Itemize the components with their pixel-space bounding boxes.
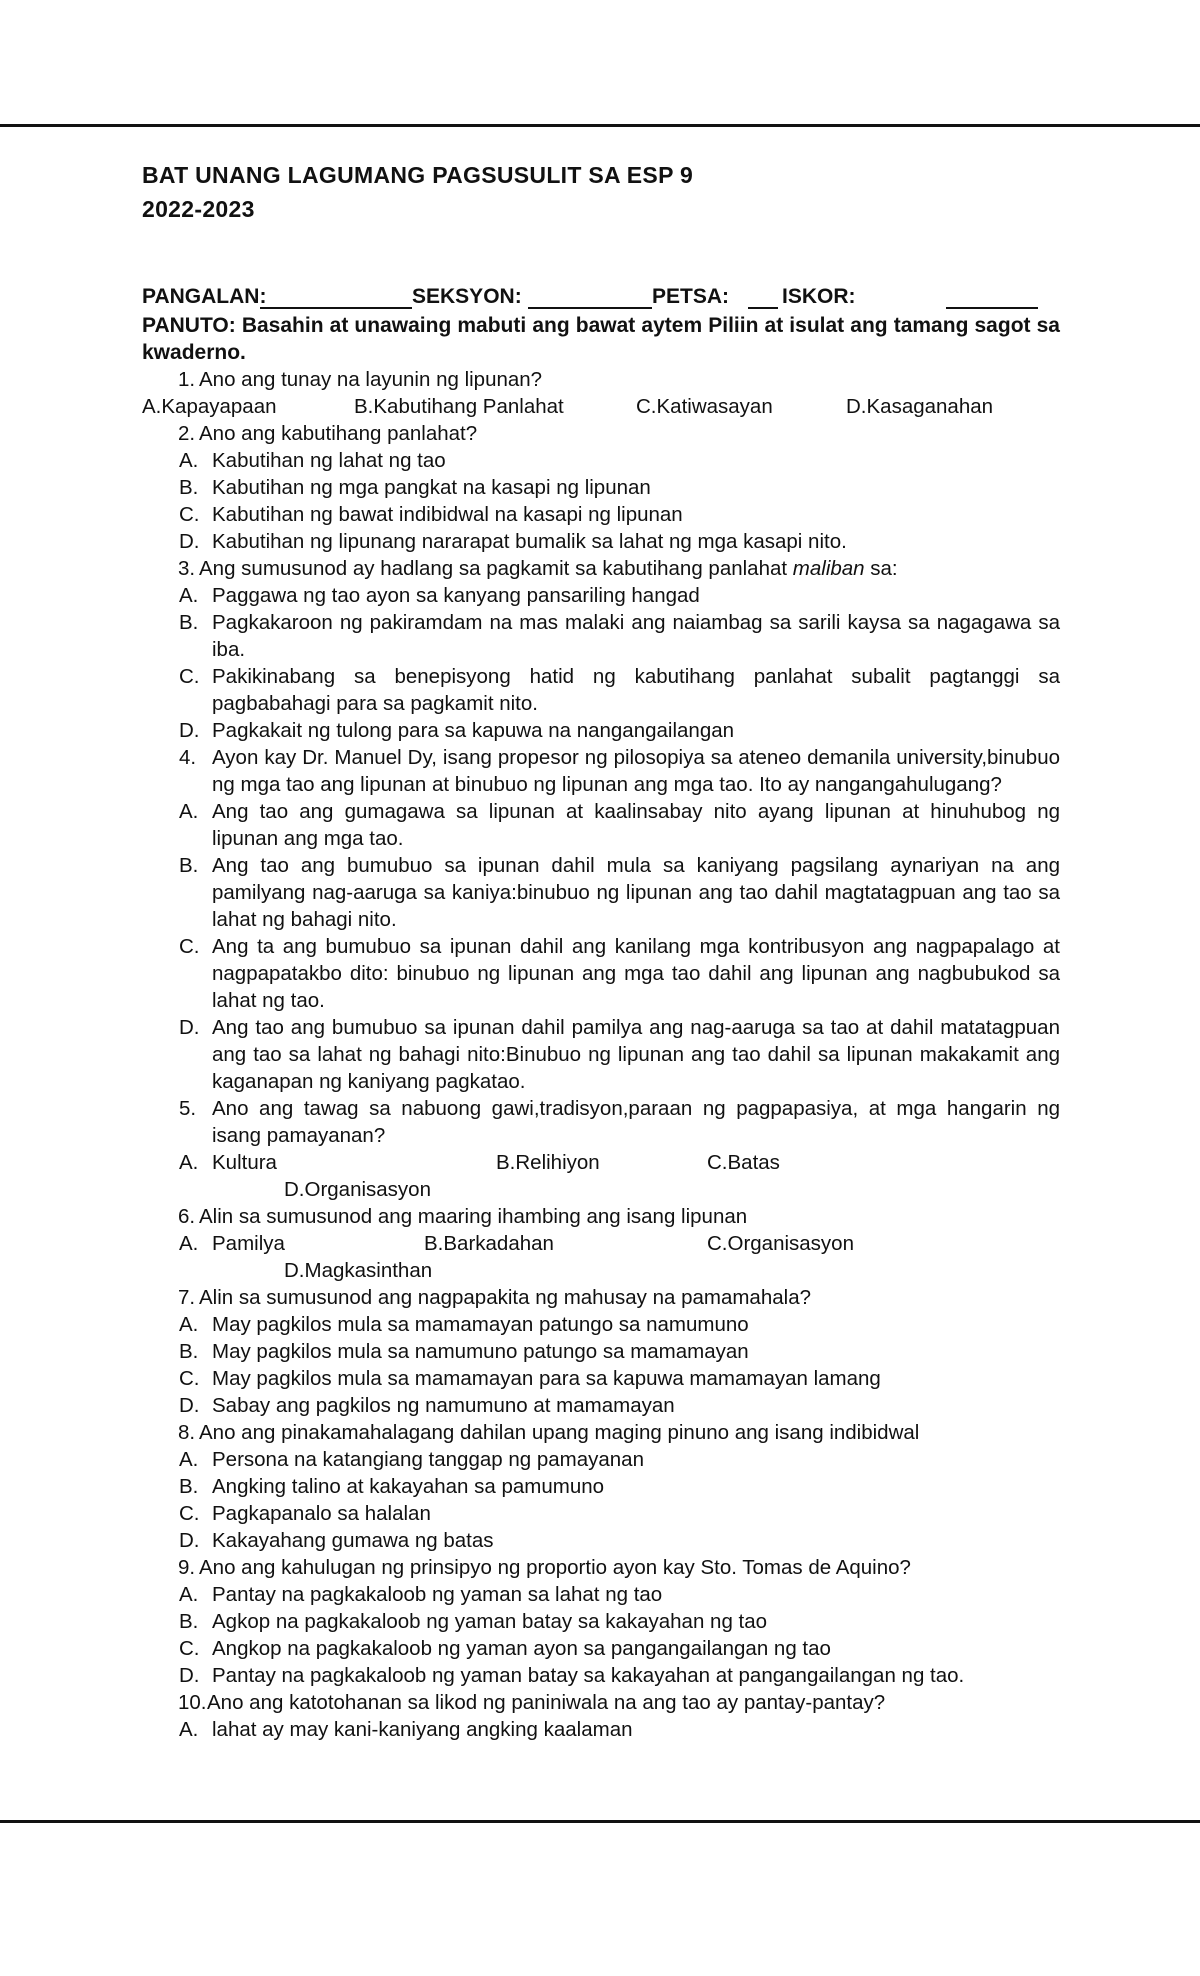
question-8 (142, 1419, 1060, 1446)
option (142, 1311, 1060, 1338)
question-text: Ang sumusunod ay hadlang sa pagkamit sa kabutihang panlahat maliban sa: (199, 557, 898, 580)
option-letter: A. (179, 1313, 199, 1336)
option (142, 1365, 1060, 1392)
option-text: Kabutihan ng mga pangkat na kasapi ng lipunan (212, 476, 651, 499)
score-label: ISKOR: (782, 285, 856, 308)
option (142, 1581, 1060, 1608)
section-label: SEKSYON: (412, 285, 522, 308)
question-number: 8. (178, 1421, 196, 1444)
option-text: Agkop na pagkakaloob ng yaman batay sa kakayahan ng tao (212, 1610, 768, 1633)
option-letter: B. (179, 1475, 199, 1498)
question-number: 10. (178, 1691, 207, 1714)
option-text: Angkop na pagkakaloob ng yaman ayon sa pangangailangan ng tao (212, 1637, 831, 1660)
question-number: 9. (178, 1556, 196, 1579)
option-letter: B. (179, 476, 199, 499)
instructions: PANUTO: Basahin at unawaing mabuti ang bawat aytem Piliin at isulat ang tamang sagot sa kwaderno. (142, 314, 1060, 364)
option-text: May pagkilos mula sa mamamayan para sa kapuwa mamamayan lamang (212, 1367, 881, 1390)
option-text: Paggawa ng tao ayon sa kanyang pansariling hangad (212, 584, 700, 607)
option (142, 1716, 1060, 1743)
option-a: Pamilya (212, 1232, 285, 1255)
options-row (142, 393, 1060, 420)
question-1 (142, 366, 1060, 393)
option-text: Ang tao ang bumubuo sa ipunan dahil mula sa kaniyang pagsilang aynariyan na ang pamilyang nag-aaruga sa kaniya:binubuo ng lipunan ang tao dahil magtatagpuan ang tao sa lahat ng bahagi nito. (212, 854, 1060, 931)
option (142, 1338, 1060, 1365)
question-text: Ayon kay Dr. Manuel Dy, isang propesor ng pilosopiya sa ateneo demanila university,binubuo ng mga tao ang lipunan at binubuo ng lipunan ang mga tao. Ito ay nangangahulugang? (212, 746, 1060, 796)
option-letter: A. (179, 1448, 199, 1471)
option (142, 474, 1060, 501)
option-letter: C. (179, 935, 200, 958)
option (142, 1662, 1060, 1689)
name-label: PANGALAN: (142, 285, 267, 308)
option (142, 933, 1060, 1014)
option-text: Pantay na pagkakaloob ng yaman batay sa kakayahan at pangangailangan ng tao. (212, 1664, 965, 1687)
question-6 (142, 1203, 1060, 1230)
option (142, 1473, 1060, 1500)
option-letter: D. (179, 1529, 200, 1552)
option (142, 798, 1060, 852)
option (142, 1500, 1060, 1527)
option-a: A.Kapayapaan (142, 395, 277, 418)
option-letter: C. (179, 1502, 200, 1525)
option (142, 501, 1060, 528)
option (142, 447, 1060, 474)
bottom-rule (0, 1820, 1200, 1823)
option-letter: A. (179, 800, 199, 823)
question-text: Ano ang pinakamahalagang dahilan upang maging pinuno ang isang indibidwal (199, 1421, 920, 1444)
option-text: Pagkakaroon ng pakiramdam na mas malaki ang naiambag sa sarili kaysa sa nagagawa sa iba. (212, 611, 1060, 661)
date-label: PETSA: (652, 285, 730, 308)
option-letter: C. (179, 1367, 200, 1390)
option-letter: A. (179, 1583, 199, 1606)
date-blank[interactable] (748, 285, 778, 309)
question-10 (142, 1689, 1060, 1716)
option-text: Ang ta ang bumubuo sa ipunan dahil ang kanilang mga kontribusyon ang nagpapalago at nagpapatakbo dito: binubuo ng lipunan ang mga tao dahil ang lipunan ang nagbubukod sa lahat ng tao. (212, 935, 1060, 1012)
option-d: D.Magkasinthan (284, 1259, 433, 1282)
option-a: Kultura (212, 1151, 277, 1174)
option-c: C.Batas (707, 1151, 780, 1174)
option-a-letter: A. (179, 1151, 199, 1174)
option-c: C.Katiwasayan (636, 395, 773, 418)
question-text: Alin sa sumusunod ang nagpapakita ng mahusay na pamamahala? (199, 1286, 811, 1309)
option (142, 717, 1060, 744)
option-letter: B. (179, 1340, 199, 1363)
question-4 (142, 744, 1060, 798)
option-letter: D. (179, 1394, 200, 1417)
option-letter: C. (179, 1637, 200, 1660)
option-letter: A. (179, 449, 199, 472)
top-rule (0, 124, 1200, 127)
school-year: 2022-2023 (142, 196, 255, 222)
question-text: Alin sa sumusunod ang maaring ihambing ang isang lipunan (199, 1205, 748, 1228)
option-d: D.Kasaganahan (846, 395, 994, 418)
option-letter: C. (179, 503, 200, 526)
question-3 (142, 555, 1060, 582)
option-c: C.Organisasyon (707, 1232, 854, 1255)
option-text: Angking talino at kakayahan sa pamumuno (212, 1475, 605, 1498)
option-text: Pagkapanalo sa halalan (212, 1502, 431, 1525)
option-text: May pagkilos mula sa namumuno patungo sa mamamayan (212, 1340, 749, 1363)
question-number: 4. (179, 746, 197, 769)
option-text: lahat ay may kani-kaniyang angking kaalaman (212, 1718, 633, 1741)
option-a-letter: A. (179, 1232, 199, 1255)
option-text: Persona na katangiang tanggap ng pamayanan (212, 1448, 644, 1471)
question-2 (142, 420, 1060, 447)
question-text: Ano ang kahulugan ng prinsipyo ng proportio ayon kay Sto. Tomas de Aquino? (199, 1556, 911, 1579)
question-text: Ano ang tunay na layunin ng lipunan? (199, 368, 543, 391)
option-text: Pagkakait ng tulong para sa kapuwa na nangangailangan (212, 719, 735, 742)
options-row (142, 1257, 1060, 1284)
option (142, 1635, 1060, 1662)
option-letter: D. (179, 530, 200, 553)
score-blank[interactable] (946, 285, 1038, 309)
section-blank[interactable] (528, 285, 652, 309)
question-number: 2. (178, 422, 196, 445)
question-text: Ano ang kabutihang panlahat? (199, 422, 478, 445)
question-7 (142, 1284, 1060, 1311)
option (142, 1014, 1060, 1095)
option-letter: D. (179, 719, 200, 742)
option-text: Sabay ang pagkilos ng namumuno at mamamayan (212, 1394, 675, 1417)
option-text: Kabutihan ng lipunang nararapat bumalik sa lahat ng mga kasapi nito. (212, 530, 847, 553)
option-letter: B. (179, 854, 199, 877)
option (142, 1527, 1060, 1554)
question-9 (142, 1554, 1060, 1581)
question-number: 7. (178, 1286, 196, 1309)
option-b: B.Barkadahan (424, 1232, 554, 1255)
question-list (142, 366, 1060, 1743)
name-blank[interactable] (260, 285, 412, 309)
option (142, 1446, 1060, 1473)
option-text: Kakayahang gumawa ng batas (212, 1529, 494, 1552)
option (142, 852, 1060, 933)
question-5 (142, 1095, 1060, 1149)
question-number: 5. (179, 1097, 197, 1120)
option-text: Ang tao ang gumagawa sa lipunan at kaalinsabay nito ayang lipunan at hinuhubog ng lipunan ang mga tao. (212, 800, 1060, 850)
option-letter: D. (179, 1664, 200, 1687)
option-b: B.Relihiyon (496, 1151, 600, 1174)
student-info-fields (142, 285, 1060, 311)
option-text: Kabutihan ng bawat indibidwal na kasapi ng lipunan (212, 503, 683, 526)
option (142, 1392, 1060, 1419)
option (142, 609, 1060, 663)
option-letter: D. (179, 1016, 200, 1039)
option-text: Pakikinabang sa benepisyong hatid ng kabutihang panlahat subalit pagtanggi sa pagbabahagi para sa pagkamit nito. (212, 665, 1060, 715)
option (142, 582, 1060, 609)
options-row (142, 1176, 1060, 1203)
option-text: Kabutihan ng lahat ng tao (212, 449, 446, 472)
question-number: 1. (178, 368, 196, 391)
option-letter: B. (179, 1610, 199, 1633)
option-b: B.Kabutihang Panlahat (354, 395, 564, 418)
options-row (142, 1149, 1060, 1176)
option-text: Ang tao ang bumubuo sa ipunan dahil pamilya ang nag-aaruga sa tao at dahil matatagpuan ang tao sa lahat ng bahagi nito:Binubuo ng lipunan ang tao dahil sa lipunan makakamit ang kaganapan ng kaniyang pagkatao. (212, 1016, 1060, 1093)
option-text: Pantay na pagkakaloob ng yaman sa lahat ng tao (212, 1583, 663, 1606)
question-text: Ano ang katotohanan sa likod ng paniniwala na ang tao ay pantay-pantay? (207, 1691, 886, 1714)
option (142, 1608, 1060, 1635)
option-letter: A. (179, 1718, 199, 1741)
option-letter: A. (179, 584, 199, 607)
question-text: Ano ang tawag sa nabuong gawi,tradisyon,paraan ng pagpapasiya, at mga hangarin ng isang pamayanan? (212, 1097, 1060, 1147)
options-row (142, 1230, 1060, 1257)
option-letter: C. (179, 665, 200, 688)
option-text: May pagkilos mula sa mamamayan patungo sa namumuno (212, 1313, 749, 1336)
option (142, 528, 1060, 555)
question-number: 6. (178, 1205, 196, 1228)
option-d: D.Organisasyon (284, 1178, 431, 1201)
option (142, 663, 1060, 717)
option-letter: B. (179, 611, 199, 634)
exam-title: BAT UNANG LAGUMANG PAGSUSULIT SA ESP 9 (142, 162, 694, 188)
question-number: 3. (178, 557, 196, 580)
